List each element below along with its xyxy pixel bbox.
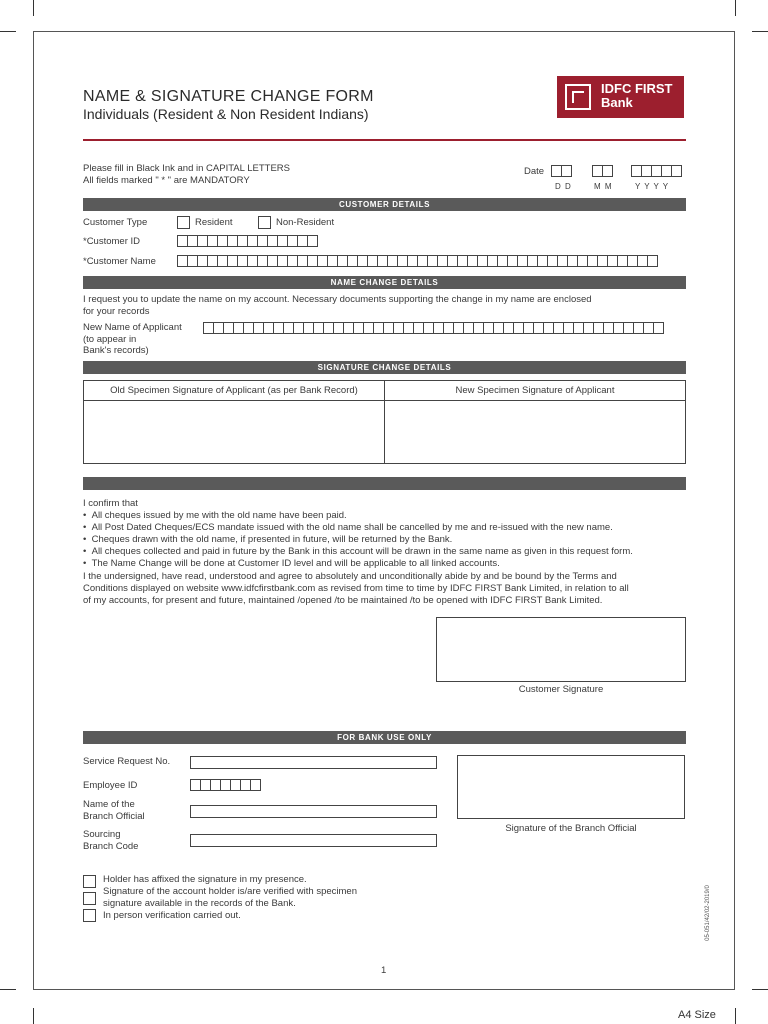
instruction-line-1: Please fill in Black Ink and in CAPITAL LETTERS (83, 163, 290, 174)
date-label: Date (524, 166, 545, 177)
branch-official-label-1: Name of the (83, 799, 135, 810)
declaration-para-3: of my accounts, for present and future, maintained /opened /to be maintained /to be opened with IDFC FIRST Bank Limited. (83, 595, 603, 606)
declaration-bullet: • All cheques collected and paid in future by the Bank in this account will be drawn in the same name as given in this request form. (83, 546, 633, 557)
holder-affixed-checkbox[interactable] (83, 875, 96, 888)
signature-change-heading: SIGNATURE CHANGE DETAILS (83, 361, 686, 374)
new-name-label-1: New Name of Applicant (83, 322, 182, 333)
signature-verified-label-2: signature available in the records of the Bank. (103, 898, 296, 909)
bank-logo-icon (565, 84, 591, 110)
branch-official-field[interactable] (190, 805, 437, 818)
declaration-bar (83, 477, 686, 490)
date-day-field[interactable] (551, 165, 571, 177)
customer-type-label: Customer Type (83, 217, 148, 228)
crop-mark (735, 1008, 736, 1024)
new-name-label-2: (to appear in (83, 334, 137, 345)
crop-mark (0, 989, 16, 990)
declaration-bullet: • All cheques issued by me with the old name have been paid. (83, 510, 347, 521)
crop-mark (735, 0, 736, 16)
service-request-field[interactable] (190, 756, 437, 769)
input-cell[interactable] (653, 322, 664, 334)
name-change-request-2: for your records (83, 306, 150, 317)
in-person-label: In person verification carried out. (103, 910, 241, 921)
customer-details-heading: CUSTOMER DETAILS (83, 198, 686, 211)
service-request-label: Service Request No. (83, 756, 171, 767)
input-cell[interactable] (647, 255, 658, 267)
crop-mark (33, 1008, 34, 1024)
declaration-bullet: • Cheques drawn with the old name, if presented in future, will be returned by the Bank. (83, 534, 453, 545)
header-divider (83, 139, 686, 141)
crop-mark (0, 31, 16, 32)
signature-verified-label-1: Signature of the account holder is/are verified with specimen (103, 886, 357, 897)
bank-logo-text: IDFC FIRST Bank (601, 81, 673, 110)
in-person-checkbox[interactable] (83, 909, 96, 922)
new-name-field[interactable] (203, 322, 663, 334)
declaration-bullet: • All Post Dated Cheques/ECS mandate issued with the old name shall be cancelled by me and re-issued with the new name. (83, 522, 613, 533)
instruction-line-2: All fields marked " * " are MANDATORY (83, 175, 250, 186)
declaration-bullet: • The Name Change will be done at Customer ID level and will be applicable to all linked accounts. (83, 558, 500, 569)
form-subtitle: Individuals (Resident & Non Resident Indians) (83, 106, 369, 122)
employee-id-label: Employee ID (83, 780, 138, 791)
crop-mark (752, 989, 768, 990)
branch-signature-label: Signature of the Branch Official (505, 823, 637, 834)
crop-mark (752, 31, 768, 32)
resident-checkbox[interactable] (177, 216, 190, 229)
input-cell[interactable] (307, 235, 318, 247)
date-year-hint: Y Y Y Y (635, 182, 670, 191)
date-month-hint: M M (594, 182, 613, 191)
name-change-heading: NAME CHANGE DETAILS (83, 276, 686, 289)
resident-label: Resident (195, 217, 233, 228)
employee-id-field[interactable] (190, 779, 260, 791)
customer-signature-label: Customer Signature (518, 684, 604, 695)
customer-id-label: *Customer ID (83, 236, 141, 247)
date-year-field[interactable] (631, 165, 681, 177)
date-month-field[interactable] (592, 165, 612, 177)
non-resident-checkbox[interactable] (258, 216, 271, 229)
bank-logo (557, 76, 684, 118)
date-day-hint: D D (555, 182, 572, 191)
sourcing-label-2: Branch Code (83, 841, 139, 852)
declaration-para-1: I the undersigned, have read, understood and agree to absolutely and unconditionally abide by and be bound by the Terms and (83, 571, 617, 582)
declaration-intro: I confirm that (83, 498, 138, 509)
name-change-request-1: I request you to update the name on my account. Necessary documents supporting the change in my name are enclosed (83, 294, 592, 305)
new-name-label-3: Bank's records) (83, 345, 149, 356)
bank-use-heading: FOR BANK USE ONLY (83, 731, 686, 744)
crop-mark (33, 0, 34, 16)
form-code: 05-051/42/02-2019/0 (705, 885, 711, 941)
customer-name-label: *Customer Name (83, 256, 156, 267)
sourcing-label-1: Sourcing (83, 829, 121, 840)
branch-signature-box[interactable] (457, 755, 685, 819)
new-signature-label: New Specimen Signature of Applicant (385, 381, 685, 401)
sourcing-branch-field[interactable] (190, 834, 437, 847)
holder-affixed-label: Holder has affixed the signature in my presence. (103, 874, 307, 885)
paper-size-label: A4 Size (678, 1009, 716, 1021)
form-title: NAME & SIGNATURE CHANGE FORM (83, 88, 374, 105)
customer-signature-box[interactable] (436, 617, 686, 682)
page-number: 1 (381, 965, 387, 976)
branch-official-label-2: Branch Official (83, 811, 145, 822)
non-resident-label: Non-Resident (276, 217, 335, 228)
old-signature-box[interactable] (83, 380, 385, 464)
declaration-para-2: Conditions displayed on website www.idfcfirstbank.com as revised from time to time by IDFC FIRST Bank Limited, in relation to all (83, 583, 629, 594)
customer-id-field[interactable] (177, 235, 317, 247)
signature-verified-checkbox[interactable] (83, 892, 96, 905)
customer-name-field[interactable] (177, 255, 657, 267)
new-signature-box[interactable] (384, 380, 686, 464)
old-signature-label: Old Specimen Signature of Applicant (as per Bank Record) (84, 381, 384, 401)
